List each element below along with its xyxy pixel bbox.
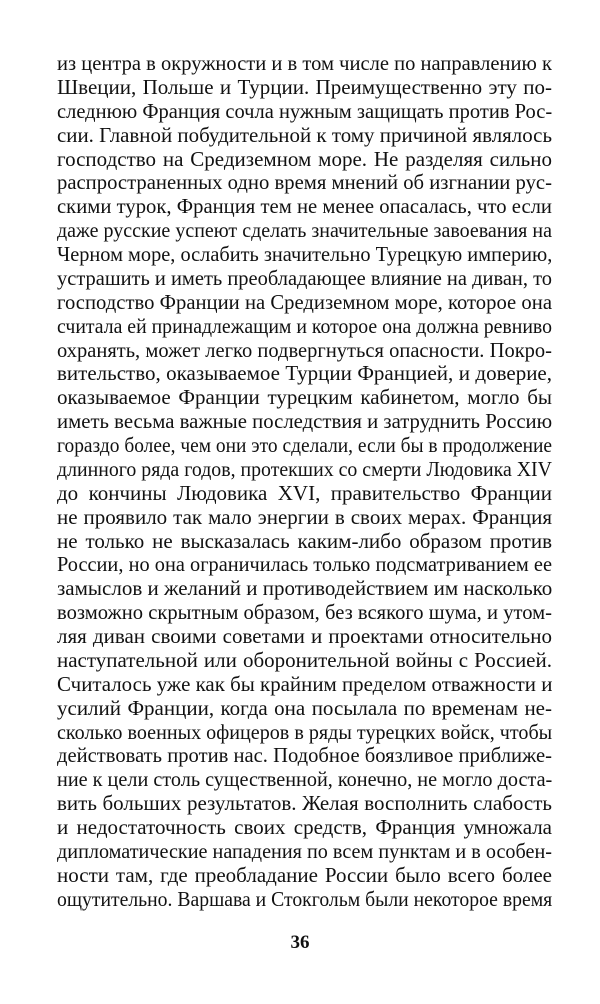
text-line: ности там, где преобладание России было всего более: [57, 862, 552, 887]
body-text: [57, 52, 552, 912]
text-line: Черном море, ослабить значительно Турецкую империю,: [57, 242, 553, 266]
text-line: Считалось уже как бы крайним пределом отважности и: [57, 671, 553, 696]
text-line: и недостаточность своих средств, Франция умножала: [57, 815, 552, 839]
text-line: действовать против нас. Подобное боязливое приближе-: [57, 743, 552, 768]
text-line: до кончины Людовика XVI, правительство Франции: [57, 480, 552, 505]
text-line: гораздо более, чем они это сделали, если бы в продолжение: [57, 433, 552, 457]
text-line: скими турок, Франция тем не менее опасалась, что если: [57, 194, 552, 219]
text-line: длинного ряда годов, протекших со смерти Людовика XIV: [57, 456, 552, 481]
text-line: из центра в окружности и в том числе по направлению к: [57, 51, 552, 75]
text-line: охранять, может легко подвергнуться опасности. Покро-: [57, 337, 552, 362]
text-line: дипломатические нападения по всем пунктам и в особен-: [57, 838, 552, 863]
text-line: господство Франции на Средиземном море, которое она: [57, 289, 552, 314]
text-line: сколько военных офицеров в ряды турецких войск, чтобы: [57, 719, 553, 744]
text-line: замыслов и желаний и противодействием им насколько: [57, 576, 553, 601]
text-line: даже русские успеют сделать значительные завоевания на: [57, 218, 552, 243]
text-line: не только не высказалась каким-либо образом против: [57, 528, 552, 553]
text-line: не проявило так мало энергии в своих мерах. Франция: [57, 504, 552, 529]
text-line: наступательной или оборонительной войны с Россией.: [57, 647, 552, 672]
text-line: России, но она ограничилась только подсматриванием ее: [57, 552, 552, 577]
text-line: ляя диван своими советами и проектами относительно: [57, 624, 552, 648]
text-line: усилий Франции, когда она посылала по временам не-: [57, 695, 552, 720]
text-line: ние к цели столь существенной, конечно, не могло доста-: [57, 767, 553, 792]
text-line: устрашить и иметь преобладающее влияние на диван, то: [57, 265, 552, 290]
text-line: следнюю Франция сочла нужным защищать против Рос-: [57, 98, 553, 123]
text-line: вить больших результатов. Желая восполнить слабость: [57, 791, 552, 816]
text-line: считала ей принадлежащим и которое она должна ревниво: [57, 313, 552, 338]
text-line: Швеции, Польше и Турции. Преимущественно эту по-: [57, 74, 552, 99]
text-line: ощутительно. Варшава и Стокгольм были некоторое время: [57, 886, 553, 911]
page-number: 36: [290, 932, 310, 953]
text-line: господство на Средиземном море. Не разделяя сильно: [57, 146, 552, 171]
text-line: распространенных одно время мнений об изгнании рус-: [57, 170, 552, 195]
text-line: оказываемое Франции турецким кабинетом, могло бы: [57, 385, 552, 410]
text-line: возможно скрытным образом, без всякого шума, и утом-: [57, 600, 552, 625]
text-line: иметь весьма важные последствия и затруднить Россию: [57, 409, 553, 434]
text-line: сии. Главной побудительной к тому причиной являлось: [57, 122, 552, 147]
text-line: вительство, оказываемое Турции Францией, и доверие,: [57, 361, 552, 386]
